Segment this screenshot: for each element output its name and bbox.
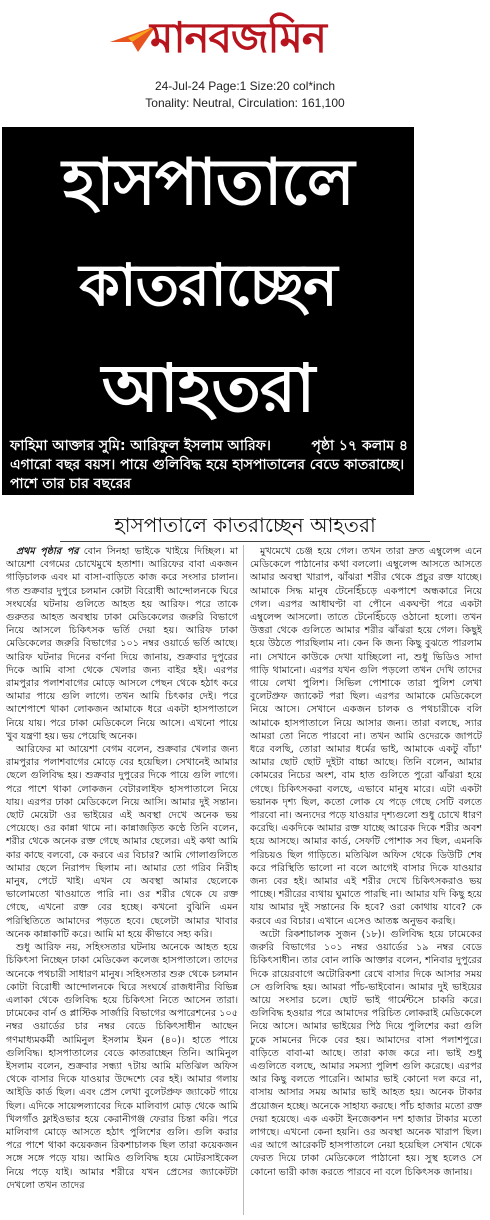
newspaper-logo	[108, 8, 398, 70]
clipping-meta-date-size: 24-Jul-24 Page:1 Size:20 col*inch	[154, 79, 336, 93]
logo-wordmark: মানবজমিন	[150, 13, 326, 62]
title-divider	[60, 541, 430, 542]
clipping-meta-tonality: Tonality: Neutral, Circulation: 161,100	[145, 96, 345, 110]
column-divider	[243, 545, 244, 1215]
headline-line-2: কাতরাচ্ছেন	[79, 251, 337, 319]
continued-kicker: প্রথম পৃষ্ঠার পর	[16, 546, 79, 557]
headline-line-3: আহতরা	[101, 350, 315, 427]
article-paragraph: অটো রিকশাচালক সুজন (১৮)। গুলিবিদ্ধ হয়ে ঢামেকের জরুরি বিভাগের ১০১ নম্বর ওয়ার্ডের ১৯ নম্বর বেডে চিকিৎসাধীন। তার বোন লাকি আক্তার বলেন, শনিবার দুপুরের দিকে রায়েরবাগে অটোরিকশা রেখে বাসার দিকে আসার সময় সে গুলিবিদ্ধ হয়। আমরা পাঁচ-ভাইবোন। আমার দুই ভাইয়ের আয়ে সংসার চলে। ছোট ভাই গার্মেন্টসে চাকরি করে। গুলিবিদ্ধ হওয়ার পরে আমাদের পরিচিত লোকরাই মেডিকেলে নিয়ে আসে। আমার ভাইয়ের পিঠ দিয়ে পুলিশের করা গুলি ঢুকে সামনের দিকে বের হয়। আমাদের বাসা পলাশপুরে। বাড়িতে বাবা-মা আছে। তারা কাজ করে না। ভাই শুধু এগুলিতে বলছে, আমার সমস্যা পুলিশ গুলি করেছে। এরপর আর কিছু বলতে পারেনি। আমার ভাই কোনো দল করে না, বাসায় আসার সময় আমার ভাই আহত হয়। অনেক টাকার প্রয়োজন হচ্ছে। অনেকে সাহায্য করছে। পাঁচ হাজার মতো রক্ত দেয়া হয়েছে। এক একটা ইনজেকশন দশ হাজার টাকার মতো লাগছে। এখনো কেনা হয়নি। ওর অবস্থা অনেক খারাপ ছিল। এর আগে আরেকটি হাসপাতালে নেয়া হয়েছিল সেখান থেকে ফেরত দিয়ে ঢাকা মেডিকেলে পাঠানো হয়। সুস্থ হলেও সে কোনো ভারী কাজ করতে পারবে না বলে চিকিৎসক জানায়।	[250, 928, 482, 1178]
article-paragraph: মুখমেখে চেঞ্জ হয়ে গেল। তখন তারা দ্রুত এম্বুলেন্স এনে মেডিকেলে পাঠানোর কথা বললো। এম্বুলেন্স আসতে আসতে আমার অবস্থা খারাপ, ঝাঁঝরা শরীর থেকে প্রচুর রক্ত যাচ্ছে। আমাকে সিদ্ধ মানুষ টেনেহিঁচড়ে একপাশে অন্ধকারে নিয়ে গেল। এরপর আধাঘণ্টা বা পৌনে একঘণ্টা পরে একটা এম্বুলেন্স আসলো। তাতে টেনেহিঁচড়ে ওঠানো হলো। তখন উত্তরা থেকে গুলিতে আমার শরীর ঝাঁঝরা হয়ে গেল। কিছুই হয়ে উঠতে পারছিলাম না। কেন কি জন্য কিছু বুঝতে পারলাম না। সেখানে কাউকে দেখা যাচ্ছিলো না, শুধু ভিডিও সাদা গাড়ি থামানো। এরপর যখন গুলি পড়লো তখন দেখি তাদের গায়ে লেখা পুলিশ। সিভিল পোশাকে তারা পুলিশ লেখা বুলেটপ্রুফ জ্যাকেট পরা ছিল। এরপর আমাকে মেডিকেলে নিয়ে আসে। সেখানে একজন চালক ও পথচারীকে বলি আমাকে হাসপাতালে নিয়ে আসার জন্য। তারা বলছে, স্যার আমরা তো নিতে পারবো না। তখন আমি ওদেরকে জাপটে ধরে বলছি, তোরা আমার ধর্মের ভাই, আমাকে একটু বাঁচা' আমার ছোট ছোট দুইটা বাচ্চা আছে। তিনি বলেন, আমার কোমরের নিচের অংশ, বাম হাত গুলিতে পুরো ঝাঁঝরা হয়ে গেছে। চিকিৎসকরা বলছে, এভাবে মানুষ মারে। এটা একটা ভয়ানক দৃশ্য ছিল, কতো লোক যে পড়ে গেছে সেটি বলতে পারবো না। অন্যদের পড়ে যাওয়ার দৃশ্যগুলো শুধু চোখে ধারণ করেছি। একদিকে আমার রক্ত যাচ্ছে আরেক দিকে শরীর অবশ হয়ে আসছে। আমার কার্ড, সেফটি পোশাক সব ছিল, এমনকি পরিচয়ও ছিল গাড়িতে। মতিঝিল অফিস থেকে ডিউটি শেষ করে পরিস্থিতি ভালো না বলে আগেই বাসার দিকে যাওয়ার জন্য বের হই। আমার এই শরীর দেখে চিকিৎসকরাও ভয় পাচ্ছে। শরীরের ব্যথায় ঘুমাতে পারছি না। আমার যদি কিছু হয়ে যায় আমার দুই সন্তানের কি হবে? ওরা কোথায় যাবে? কে করবে এর বিচার। এখানে এসেও আতঙ্ক অনুভব করছি।	[250, 546, 482, 927]
continued-reference: পৃষ্ঠা ১৭ কলাম ৪	[311, 438, 408, 454]
article-continuation	[0, 505, 490, 1220]
headline-intro	[10, 437, 408, 494]
headline-line-1: হাসপাতালে	[62, 146, 354, 220]
article-title: হাসপাতালে কাতরাচ্ছেন আহতরা	[114, 513, 376, 537]
article-column-right	[250, 545, 482, 1217]
article-paragraph: আরিফের মা আয়েশা বেগম বলেন, শুক্রবার খেলার জন্য রামপুরার পলাশবাগের মোড়ে বের হয়েছিল। সেখানেই আমার ছেলে গুলিবিদ্ধ হয়। শুক্রবার দুপুরের দিকে পায়ে গুলি লাগে। পরে পাশে থাকা লোকজন বেটারলাইফ হাসপাতালে নিয়ে যায়। এরপর ঢাকা মেডিকেলে নিয়ে আসি। আমার দুই সন্তান। ছোট মেয়েটা ওর ভাইয়ের এই অবস্থা দেখে অনেক ভয় পেয়েছে। ওর কান্না থামে না। কান্নাজড়িত কণ্ঠে তিনি বলেন, শরীর থেকে অনেক রক্ত গেছে আমার ছেলের। এই কথা আমি কার কাছে বলবো, কে করবে এর বিচার? আমি গোলাগুলিতে আমার ছেলে নিরাপদ ছিলাম না। আমার তো গরিব নিরীহ মানুষ, পেটে খাই। এখন যে অবস্থা আমার ছেলেকে ভালোমতো খাওয়াতে পারি না। ওর শরীর থেকে যে রক্ত গেছে, এখনো রক্ত বের হচ্ছে। কখনো বুঝিনি এমন পরিস্থিতিতে আমাদের পড়তে হবে। ছেলেটা আমার খাবার অনেক কান্নাকাটি করে। আমি মা হয়ে কীভাবে সহ্য করি।	[6, 744, 238, 940]
article-paragraph	[6, 545, 238, 743]
paragraph-text: বোন সিনহা ভাইকে খাইয়ে দিচ্ছিল। মা আয়েশা বেগমের চোখেমুখে হতাশা। আরিফের বাবা একজন গাড়িচালক এবং মা বাসা-বাড়িতে কাজ করে সংসার চালান। গত শুক্রবার দুপুরে চলমান কোটা বিরোধী আন্দোলনকে ঘিরে সংঘর্ষের ঘটনায় গুলিতে আহত হয় আরিফ। পরে তাকে গুরুতর আহত অবস্থায় ঢাকা মেডিকেলের জরুরি বিভাগে নিয়ে আসলে চিকিৎসক ভর্তি দেয়া হয়। আরিফ ঢাকা মেডিকেলের জরুরি বিভাগের ১০১ নম্বর ওয়ার্ডে ভর্তি আছে। আরিফ ঘটনার দিনের বর্ণনা দিয়ে জানায়, শুক্রবার দুপুরের দিকে আমি বাসা থেকে খেলার জন্য বাইর হই। এরপর রামপুরার পলাশবাগের মোড়ে আসলে পেছন থেকে হঠাৎ করে আমার পায়ে গুলি লাগে। তখন আমি চিৎকার দেই। পরে আশেপাশে থাকা লোকজন আমাকে ধরে একটা হাসপাতালে নিয়ে যায়। পরে ঢাকা মেডিকেলে নিয়ে আসে। এখনো পায়ে খুব যন্ত্রণা হয়। ভয় পেয়েছি অনেক।	[6, 546, 238, 742]
front-page-headline-panel	[2, 127, 414, 495]
masthead	[0, 0, 490, 125]
article-column-left	[6, 545, 238, 1217]
byline-intro-text: ফাহিমা আক্তার সুমি: আরিফুল ইসলাম আরিফ। এগারো বছর বয়স। পায়ে গুলিবিদ্ধ হয়ে হাসপাতালের বেডে কাতরাচ্ছে। পাশে তার চার বছরের	[10, 438, 405, 492]
article-paragraph: শুধু আরিফ নয়, সহিংসতার ঘটনায় অনেকে আহত হয়ে চিকিৎসা নিচ্ছেন ঢাকা মেডিকেল কলেজ হাসপাতালে। তাদের অনেকে পথচারী সাধারণ মানুষ। সহিংসতার শুরু থেকে চলমান কোটা বিরোধী আন্দোলনকে ঘিরে সংঘর্ষে রাজধানীর বিভিন্ন এলাকা থেকে গুলিবিদ্ধ হয়ে চিকিৎসা নিতে আসেন তারা। ঢামেকের বার্ন ও প্লাস্টিক সার্জারি বিভাগের অপারেশনের ১০৫ নম্বর ওয়ার্ডের চার নম্বর বেডে চিকিৎসাধীন আছেন গণমাধ্যমকর্মী আমিনুল ইসলাম ইমন (৪০)। হাতে পায়ে গুলিবিদ্ধ। হাসপাতালের বেডে কাতরাচ্ছেন তিনি। আমিনুল ইসলাম বলেন, শুক্রবার সন্ধ্যা ৭টায় আমি মতিঝিল অফিস থেকে বাসার দিকে যাওয়ার উদ্দেশ্যে বের হই। আমার গলায় আইডি কার্ড ছিল। এবং প্রেস লেখা বুলেটপ্রুফ জ্যাকেট গায়ে ছিল। এদিকে সায়েন্সল্যাবের দিকে মালিবাগ মোড় থেকে আমি খিলগাঁও ফ্লাইওভার হয়ে কেরানীগঞ্জ ফেরার চিন্তা করি। পরে মালিবাগ মোড়ে আসতে হঠাৎ পুলিশের গুলি। গুলি করার পরে পাশে থাকা কয়েকজন রিকশাচালক ছিল তারা কয়েকজন সঙ্গে সঙ্গে পড়ে যায়। আমিও গুলিবিদ্ধ হয়ে মোটরসাইকেল নিয়ে পড়ে যাই। আমার শরীরে যখন প্রেসের জ্যাকেটটা দেখলো তখন তাদের	[6, 942, 238, 1191]
